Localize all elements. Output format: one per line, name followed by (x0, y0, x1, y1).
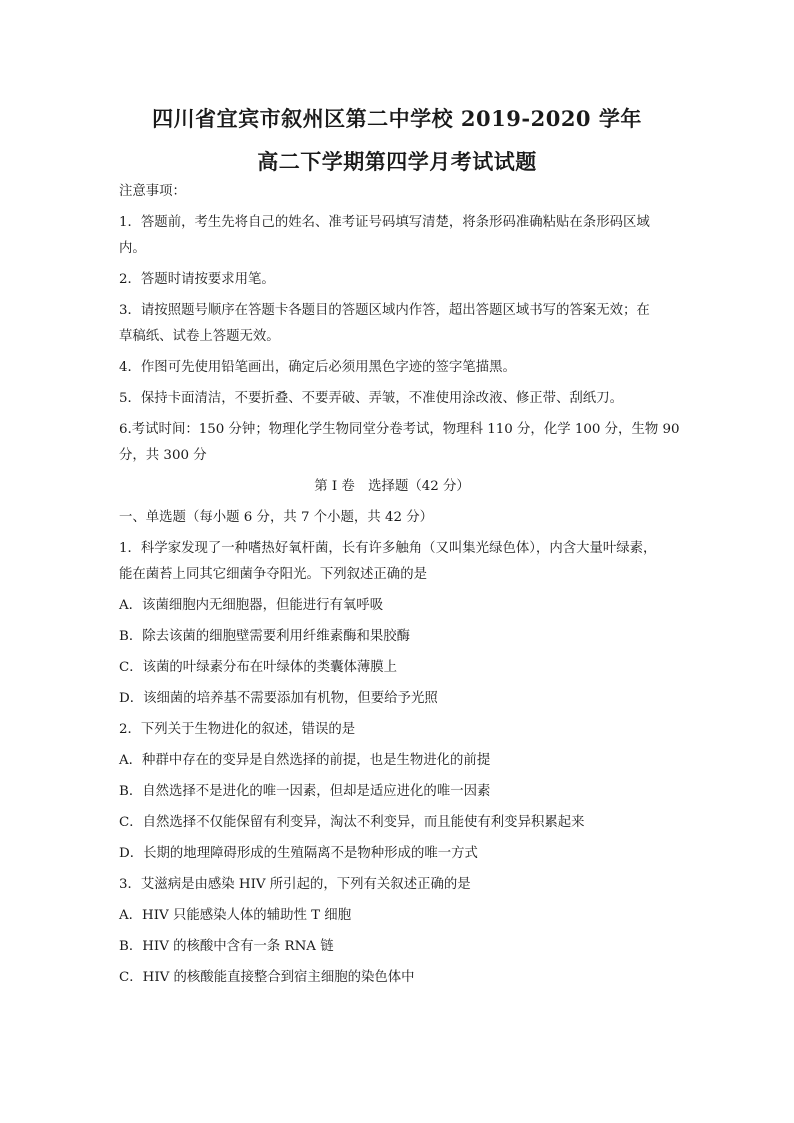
section-title: 第 I 卷 选择题（42 分） (314, 479, 470, 494)
option-a: A．该菌细胞内无细胞器，但能进行有氧呼吸 (119, 598, 384, 613)
part-title: 一、单选题（每小题 6 分，共 7 个小题，共 42 分） (119, 510, 434, 525)
exam-body (119, 184, 679, 1001)
option-c: C．HIV 的核酸能直接整合到宿主细胞的染色体中 (119, 970, 415, 985)
notice-heading: 注意事项： (119, 184, 186, 199)
option-b: B．自然选择不是进化的唯一因素，但却是适应进化的唯一因素 (119, 784, 491, 799)
option-b: B．除去该菌的细胞壁需要利用纤维素酶和果胶酶 (119, 629, 411, 644)
notice-item (119, 303, 679, 360)
notice-text: 6.考试时间：150 分钟；物理化学生物同堂分卷考试，物理科 110 分，化学 100 分，生物 90 (119, 422, 680, 437)
notice-item (119, 391, 679, 422)
notice-text: 草稿纸、试卷上答题无效。 (119, 329, 280, 344)
notice-text: 分，共 300 分 (119, 448, 207, 463)
notice-text: 5．保持卡面清洁，不要折叠、不要弄破、弄皱，不准使用涂改液、修正带、刮纸刀。 (119, 391, 623, 406)
notice-text: 内。 (119, 241, 146, 256)
notice-text: 1．答题前，考生先将自己的姓名、准考证号码填写清楚，将条形码准确粘贴在条形码区域 (119, 215, 650, 230)
question-stem: 2．下列关于生物进化的叙述，错误的是 (119, 722, 356, 737)
option-a: A．种群中存在的变异是自然选择的前提，也是生物进化的前提 (119, 753, 491, 768)
question-stem: 能在菌苔上同其它细菌争夺阳光。下列叙述正确的是 (119, 567, 427, 582)
exam-title-line2: 高二下学期第四学月考试试题 (257, 149, 537, 174)
notice-item (119, 215, 679, 272)
option-c: C．自然选择不仅能保留有利变异，淘汰不利变异，而且能使有利变异积累起来 (119, 815, 585, 830)
option-c: C．该菌的叶绿素分布在叶绿体的类囊体薄膜上 (119, 660, 398, 675)
exam-title-line1: 四川省宜宾市叙州区第二中学校 2019-2020 学年 (152, 106, 642, 131)
question-stem: 3．艾滋病是由感染 HIV 所引起的，下列有关叙述正确的是 (119, 877, 471, 892)
notice-text: 3．请按照题号顺序在答题卡各题目的答题区域内作答，超出答题区域书写的答案无效；在 (119, 303, 650, 318)
notice-item (119, 360, 679, 391)
notice-text: 2．答题时请按要求用笔。 (119, 272, 275, 287)
option-d: D．长期的地理障碍形成的生殖隔离不是物种形成的唯一方式 (119, 846, 478, 861)
option-a: A．HIV 只能感染人体的辅助性 T 细胞 (119, 908, 352, 923)
option-b: B．HIV 的核酸中含有一条 RNA 链 (119, 939, 334, 954)
question-stem: 1．科学家发现了一种嗜热好氧杆菌，长有许多触角（又叫集光绿色体），内含大量叶绿素， (119, 541, 657, 556)
notice-item (119, 272, 679, 303)
question-item (119, 722, 679, 877)
question-item (119, 541, 679, 722)
notice-item (119, 422, 679, 479)
option-d: D．该细菌的培养基不需要添加有机物，但要给予光照 (119, 691, 438, 706)
notice-text: 4．作图可先使用铅笔画出，确定后必须用黑色字迹的签字笔描黑。 (119, 360, 516, 375)
question-item (119, 877, 679, 1001)
